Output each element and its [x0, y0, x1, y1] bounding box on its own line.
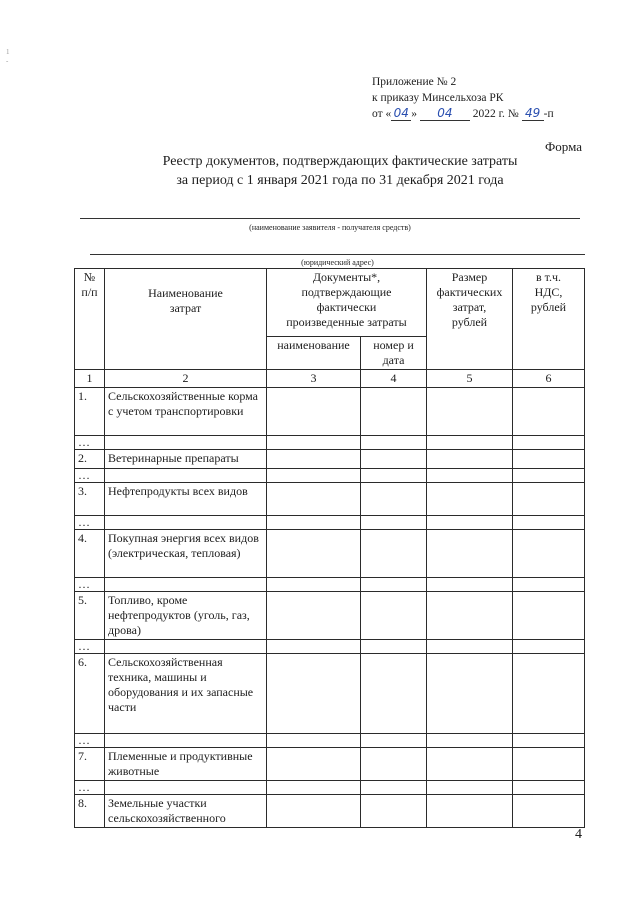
- doc-name-cell: [267, 795, 361, 828]
- doc-number-cell: [361, 450, 427, 469]
- vat-cell: [513, 734, 585, 748]
- appendix-line-3: [372, 106, 554, 122]
- vat-cell: [513, 795, 585, 828]
- doc-number-cell: [361, 436, 427, 450]
- row-num-cell: 4.: [75, 530, 105, 578]
- row-name-cell: Племенные и продуктивные животные: [105, 748, 267, 781]
- applicant-caption: (наименование заявителя - получателя средств): [249, 223, 411, 232]
- row-num-cell: …: [75, 516, 105, 530]
- doc-number-cell: [361, 592, 427, 640]
- vat-cell: [513, 516, 585, 530]
- vat-cell: [513, 781, 585, 795]
- doc-name-cell: [267, 748, 361, 781]
- doc-number-cell: [361, 640, 427, 654]
- doc-name-cell: [267, 469, 361, 483]
- register-table: [74, 268, 585, 828]
- page-number: 4: [575, 827, 582, 842]
- table-row: [75, 795, 585, 828]
- header-vat: в т.ч. НДС, рублей: [513, 269, 585, 370]
- header-num: № п/п: [75, 269, 105, 370]
- title-line-2: за период с 1 января 2021 года по 31 декабря 2021 года: [176, 173, 504, 188]
- index-cell: 1: [75, 370, 105, 388]
- index-cell: 2: [105, 370, 267, 388]
- doc-number-cell: [361, 516, 427, 530]
- amount-cell: [427, 592, 513, 640]
- doc-number-cell: [361, 483, 427, 516]
- amount-cell: [427, 795, 513, 828]
- row-num-cell: 5.: [75, 592, 105, 640]
- vat-cell: [513, 436, 585, 450]
- day-close: »: [411, 108, 417, 120]
- amount-cell: [427, 469, 513, 483]
- vat-cell: [513, 654, 585, 734]
- table-row: [75, 640, 585, 654]
- vat-cell: [513, 640, 585, 654]
- doc-name-cell: [267, 450, 361, 469]
- from-prefix: от «: [372, 108, 392, 120]
- doc-name-cell: [267, 483, 361, 516]
- vat-cell: [513, 483, 585, 516]
- header-amount: Размер фактических затрат, рублей: [427, 269, 513, 370]
- amount-cell: [427, 734, 513, 748]
- table-row: [75, 469, 585, 483]
- amount-cell: [427, 781, 513, 795]
- row-name-cell: Сельскохозяйственная техника, машины и оборудования и их запасные части: [105, 654, 267, 734]
- amount-cell: [427, 436, 513, 450]
- table-row: [75, 436, 585, 450]
- table-row: [75, 388, 585, 436]
- table-row: [75, 781, 585, 795]
- vat-cell: [513, 530, 585, 578]
- doc-number-cell: [361, 388, 427, 436]
- row-name-cell: [105, 578, 267, 592]
- applicant-line: [80, 218, 580, 219]
- doc-number-cell: [361, 469, 427, 483]
- doc-name-cell: [267, 592, 361, 640]
- table-row: [75, 530, 585, 578]
- amount-cell: [427, 530, 513, 578]
- table-row: [75, 592, 585, 640]
- amount-cell: [427, 654, 513, 734]
- document-title: [80, 152, 600, 190]
- table-row: [75, 578, 585, 592]
- header-name: Наименование затрат: [105, 269, 267, 370]
- appendix-line-2: к приказу Минсельхоза РК: [372, 92, 504, 104]
- table-row: [75, 483, 585, 516]
- row-name-cell: [105, 436, 267, 450]
- amount-cell: [427, 483, 513, 516]
- row-num-cell: …: [75, 469, 105, 483]
- order-day: 04: [391, 107, 411, 121]
- index-cell: 6: [513, 370, 585, 388]
- row-name-cell: [105, 781, 267, 795]
- margin-mark: 1 -: [6, 48, 10, 65]
- row-name-cell: Топливо, кроме нефтепродуктов (уголь, газ, дрова): [105, 592, 267, 640]
- amount-cell: [427, 748, 513, 781]
- doc-number-cell: [361, 654, 427, 734]
- row-num-cell: 6.: [75, 654, 105, 734]
- index-cell: 4: [361, 370, 427, 388]
- doc-name-cell: [267, 578, 361, 592]
- index-cell: 3: [267, 370, 361, 388]
- row-name-cell: Сельскохозяйственные корма с учетом транспортировки: [105, 388, 267, 436]
- table-row: [75, 748, 585, 781]
- vat-cell: [513, 469, 585, 483]
- doc-number-cell: [361, 530, 427, 578]
- doc-name-cell: [267, 436, 361, 450]
- vat-cell: [513, 592, 585, 640]
- row-num-cell: …: [75, 436, 105, 450]
- row-num-cell: …: [75, 578, 105, 592]
- order-month: 04: [420, 107, 470, 121]
- vat-cell: [513, 748, 585, 781]
- doc-name-cell: [267, 734, 361, 748]
- title-line-1: Реестр документов, подтверждающих фактические затраты: [162, 154, 518, 169]
- form-label: Форма: [545, 139, 582, 154]
- order-number: 49: [522, 107, 544, 121]
- order-suffix: -п: [543, 108, 554, 120]
- header-docs: Документы*, подтверждающие фактически произведенные затраты: [267, 269, 427, 337]
- row-name-cell: [105, 734, 267, 748]
- doc-name-cell: [267, 516, 361, 530]
- row-name-cell: [105, 640, 267, 654]
- doc-number-cell: [361, 734, 427, 748]
- index-cell: 5: [427, 370, 513, 388]
- vat-cell: [513, 450, 585, 469]
- amount-cell: [427, 516, 513, 530]
- doc-name-cell: [267, 654, 361, 734]
- doc-name-cell: [267, 388, 361, 436]
- table-row: [75, 734, 585, 748]
- row-num-cell: 2.: [75, 450, 105, 469]
- amount-cell: [427, 640, 513, 654]
- row-name-cell: [105, 469, 267, 483]
- vat-cell: [513, 578, 585, 592]
- row-num-cell: …: [75, 734, 105, 748]
- doc-number-cell: [361, 795, 427, 828]
- doc-name-cell: [267, 530, 361, 578]
- doc-name-cell: [267, 781, 361, 795]
- row-name-cell: Нефтепродукты всех видов: [105, 483, 267, 516]
- row-num-cell: …: [75, 640, 105, 654]
- header-doc-name: наименование: [267, 337, 361, 370]
- row-num-cell: 3.: [75, 483, 105, 516]
- amount-cell: [427, 388, 513, 436]
- doc-number-cell: [361, 748, 427, 781]
- header-doc-number: номер и дата: [361, 337, 427, 370]
- row-num-cell: 8.: [75, 795, 105, 828]
- row-name-cell: [105, 516, 267, 530]
- table-row: [75, 450, 585, 469]
- year-text: 2022 г. №: [472, 108, 519, 120]
- address-line: [90, 254, 585, 255]
- doc-number-cell: [361, 578, 427, 592]
- row-num-cell: …: [75, 781, 105, 795]
- row-num-cell: 1.: [75, 388, 105, 436]
- row-num-cell: 7.: [75, 748, 105, 781]
- doc-number-cell: [361, 781, 427, 795]
- doc-name-cell: [267, 640, 361, 654]
- index-row: [75, 370, 585, 388]
- table-row: [75, 516, 585, 530]
- row-name-cell: Покупная энергия всех видов (электрическая, тепловая): [105, 530, 267, 578]
- table-row: [75, 654, 585, 734]
- vat-cell: [513, 388, 585, 436]
- row-name-cell: Ветеринарные препараты: [105, 450, 267, 469]
- appendix-block: [372, 74, 554, 122]
- amount-cell: [427, 578, 513, 592]
- appendix-line-1: Приложение № 2: [372, 76, 457, 88]
- row-name-cell: Земельные участки сельскохозяйственного: [105, 795, 267, 828]
- address-caption: (юридический адрес): [301, 258, 374, 267]
- amount-cell: [427, 450, 513, 469]
